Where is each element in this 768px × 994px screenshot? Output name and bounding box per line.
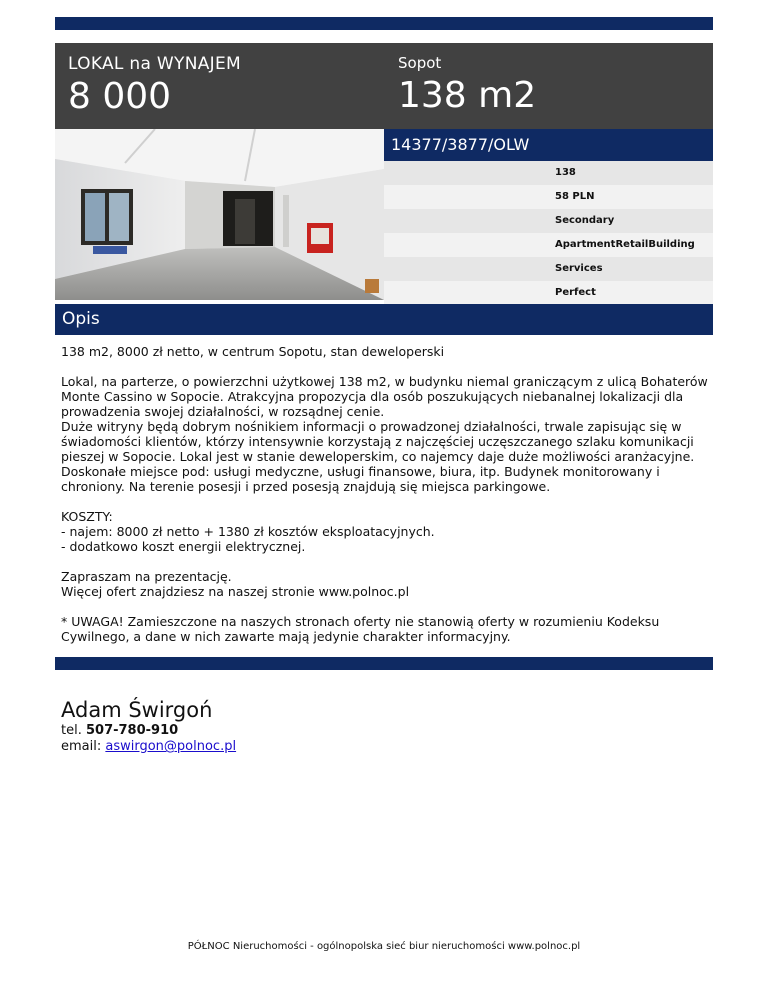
description-text (61, 344, 711, 659)
agent-email-line (61, 739, 236, 755)
offer-type: LOKAL na WYNAJEM (68, 54, 241, 74)
agent-email-link[interactable]: aswirgon@polnoc.pl (105, 739, 237, 754)
agent-name: Adam Świrgoń (61, 698, 213, 722)
offer-area: 138 m2 (398, 75, 537, 116)
detail-row: Services (384, 257, 713, 281)
offer-summary-right (398, 54, 536, 115)
top-accent-bar (55, 17, 713, 30)
property-photo (55, 129, 384, 300)
agent-contact (61, 697, 236, 755)
detail-row: Perfect (384, 281, 713, 305)
description-body: Lokal, na parterze, o powierzchni użytkowej 138 m2, w budynku niemal graniczącym z ulicą Bohaterów Monte Cassino w Sopocie. Atrakcyjna propozycja dla osób poszukujących niebanalnej lokalizacji dla prowadzenia swojej działalności, w rozsądnej cenie. Duże witryny będą dobrym nośnikiem informacji o prowadzonej działalności, trwale zapisując się w świadomości klientów, którzy intensywnie korzystają z najczęściej uczęszczanego szlaku komunikacji pieszej w Sopocie. Lokal jest w stanie deweloperskim, co najemcy daje duże możliwości aranżacyjne. Doskonałe miejsce pod: usługi medyczne, usługi finansowe, biura, itp. Budynek monitorowany i chroniony. Na terenie posesji i przed posesją znajdują się miejsca parkingowe. (61, 374, 708, 494)
offer-summary-left (68, 54, 241, 116)
offer-price: 8 000 (68, 76, 172, 117)
detail-row: 58 PLN (384, 185, 713, 209)
bottom-accent-bar (55, 657, 713, 670)
detail-row: Secondary (384, 209, 713, 233)
detail-row: ApartmentRetailBuilding (384, 233, 713, 257)
detail-row: 138 (384, 161, 713, 185)
description-costs: KOSZTY: - najem: 8000 zł netto + 1380 zł kosztów eksploatacyjnych. - dodatkowo koszt energii elektrycznej. (61, 509, 435, 554)
phone-label: tel. (61, 723, 82, 738)
description-lead: 138 m2, 8000 zł netto, w centrum Sopotu, stan deweloperski (61, 344, 445, 359)
offer-city: Sopot (398, 54, 442, 72)
email-label: email: (61, 739, 102, 754)
agent-phone: 507-780-910 (85, 723, 179, 738)
listing-details-table (384, 161, 713, 305)
page-footer: PÓŁNOC Nieruchomości - ogólnopolska sieć biur nieruchomości www.polnoc.pl (187, 941, 581, 952)
offer-header (55, 43, 713, 129)
description-heading: Opis (55, 304, 713, 335)
description-disclaimer: * UWAGA! Zamieszczone na naszych stronach oferty nie stanowią oferty w rozumieniu Kodeksu Cywilnego, a dane w nich zawarte mają jedynie charakter informacyjny. (61, 614, 660, 644)
description-invite: Zapraszam na prezentację. Więcej ofert znajdziesz na naszej stronie www.polnoc.pl (61, 569, 410, 599)
agent-phone-line (61, 723, 236, 739)
property-photo-image (55, 129, 384, 300)
listing-reference: 14377/3877/OLW (384, 129, 713, 161)
